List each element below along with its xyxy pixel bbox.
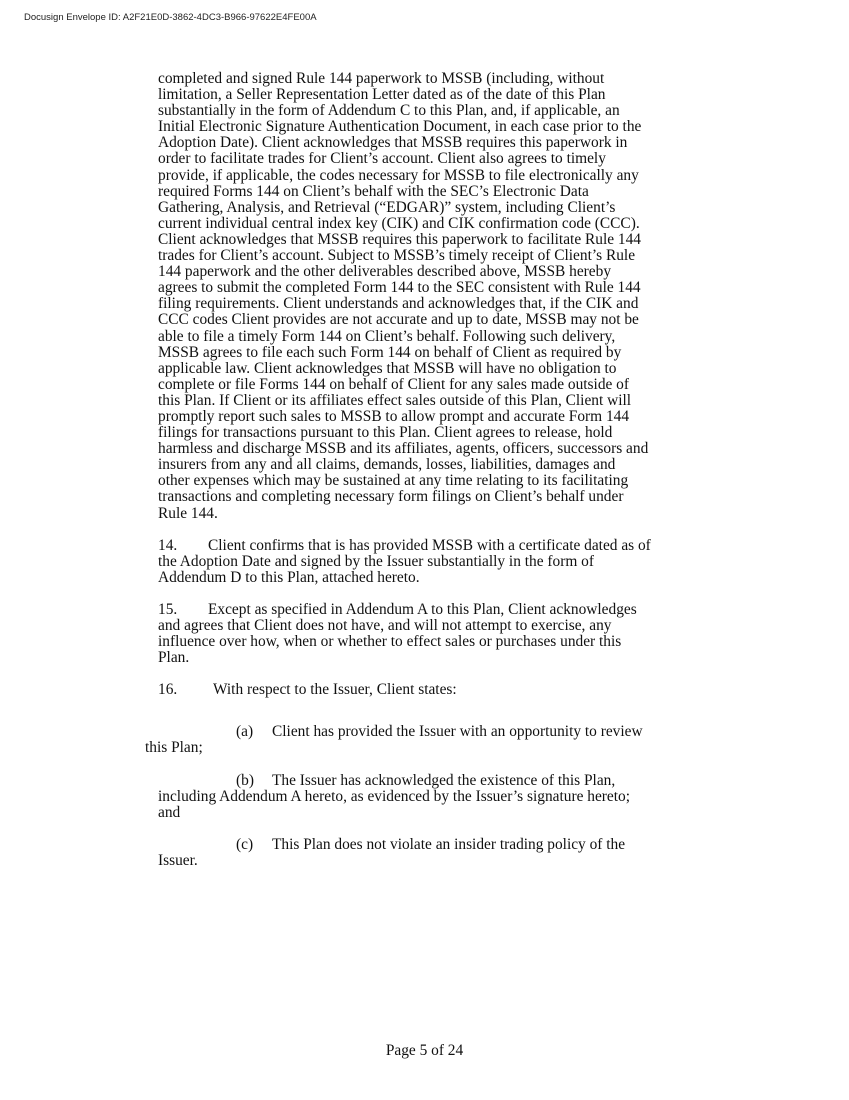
paragraph-16-number: 16.	[158, 681, 178, 699]
clause-16c-label: (c)	[236, 835, 254, 853]
clause-16c-rest: Issuer.	[158, 851, 198, 869]
paragraph-16-text: With respect to the Issuer, Client states:	[213, 681, 457, 699]
paragraph-16	[158, 682, 698, 698]
clause-16b-label: (b)	[236, 771, 254, 789]
clause-16c-first-line: This Plan does not violate an insider trading policy of the	[272, 835, 626, 853]
document-body	[145, 70, 698, 885]
paragraph-14	[158, 538, 698, 586]
paragraph-15-number: 15.	[158, 600, 178, 618]
clause-16b-first-line: The Issuer has acknowledged the existence of this Plan,	[272, 771, 616, 789]
paragraph-15	[158, 602, 698, 666]
clause-16a-label: (a)	[236, 723, 254, 741]
clause-16b-rest: including Addendum A hereto, as evidenced by the Issuer’s signature hereto; and	[158, 787, 631, 821]
clause-16a-first-line: Client has provided the Issuer with an opportunity to review	[272, 723, 643, 741]
paragraph-14-number: 14.	[158, 536, 178, 554]
clause-16a	[145, 724, 698, 756]
paragraph-15-text: Except as specified in Addendum A to this Plan, Client acknowledges and agrees that Client does not have, and will not attempt to exercise, any influence over how, when or whether to effect sales or purchases under this Plan.	[158, 600, 637, 667]
paragraph-13-continuation: completed and signed Rule 144 paperwork to MSSB (including, without limitation, a Seller Representation Letter dated as of the date of this Plan substantially in the form of Addendum C to this Plan, and, if applicable, an Initial Electronic Signature Authentication Document, in each case prior to the Adoption Date). Client acknowledges that MSSB requires this paperwork in order to facilitate trades for Client’s account. Client also agrees to timely provide, if applicable, the codes necessary for MSSB to file electronically any required Forms 144 on Client’s behalf with the SEC’s Electronic Data Gathering, Analysis, and Retrieval (“EDGAR)” system, including Client’s current individual central index key (CIK) and CIK confirmation code (CCC). Client acknowledges that MSSB requires this paperwork to facilitate Rule 144 trades for Client’s account. Subject to MSSB’s timely receipt of Client’s Rule 144 paperwork and the other deliverables described above, MSSB hereby agrees to submit the completed Form 144 to the SEC consistent with Rule 144 filing requirements. Client understands and acknowledges that, if the CIK and CCC codes Client provides are not accurate and up to date, MSSB may not be able to file a timely Form 144 on Client’s behalf. Following such delivery, MSSB agrees to file each such Form 144 on behalf of Client as required by applicable law. Client acknowledges that MSSB will have no obligation to complete or file Forms 144 on behalf of Client for any sales made outside of this Plan. If Client or its affiliates effect sales outside of this Plan, Client will promptly report such sales to MSSB to allow prompt and accurate Form 144 filings for transactions pursuant to this Plan. Client agrees to release, hold harmless and discharge MSSB and its affiliates, agents, officers, successors and insurers from any and all claims, demands, losses, liabilities, damages and other expenses which may be sustained at any time relating to its facilitating transactions and completing necessary form filings on Client’s behalf under Rule 144.	[158, 70, 649, 522]
paragraph-14-text: Client confirms that is has provided MSSB with a certificate dated as of the Adoption Date and signed by the Issuer substantially in the form of Addendum D to this Plan, attached hereto.	[158, 536, 651, 586]
clause-16a-rest: this Plan;	[145, 739, 203, 757]
envelope-id: Docusign Envelope ID: A2F21E0D-3862-4DC3-B966-97622E4FE00A	[24, 12, 317, 23]
page-number: Page 5 of 24	[385, 1042, 464, 1059]
clause-16b	[158, 773, 698, 821]
clause-16c	[158, 837, 698, 869]
